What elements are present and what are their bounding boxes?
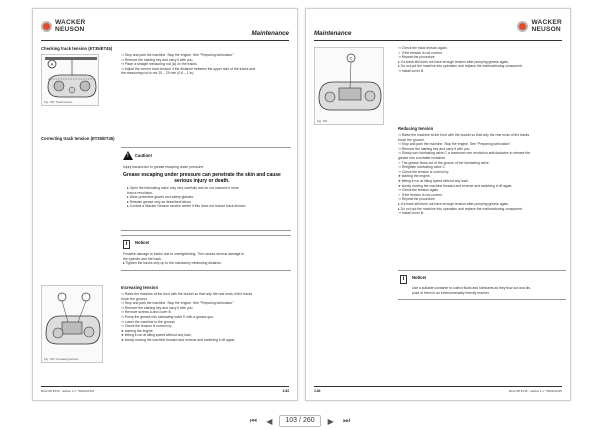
step-text: ⇒ Raise the machine at the front with the bucket so that only the rear ends of the tracks — [121, 292, 253, 296]
step-text: touch the ground. — [121, 296, 148, 301]
step-text: ⇒ Check the tension again. — [398, 188, 440, 193]
step-text: ⇒ Remove the starting key and carry it with you. — [121, 305, 194, 310]
step-text: ⇒ Place a straight measuring rod (A) on the tracks. — [121, 62, 198, 67]
page-left — [32, 8, 298, 401]
increasing-tension-illustration — [42, 286, 104, 364]
reducing-steps — [398, 133, 568, 216]
step-text: ⇒ Check the tension is correct by: — [121, 324, 173, 329]
wacker-neuson-logo — [41, 19, 86, 33]
page-right — [305, 8, 571, 401]
step-text: ▸ Do not put the machine into operation and replace the malfunctioning component. — [398, 206, 523, 211]
last-page-icon[interactable]: ⏭ — [343, 416, 351, 425]
step-text: ➤ letting it run at idling speed without any load, — [121, 333, 192, 338]
step-text: ⇒ Repeat the procedure. — [398, 197, 436, 202]
caution-box — [121, 147, 291, 231]
step-text: ⇒ Remove the starting key and carry it with you. — [121, 57, 194, 62]
step-text: ✓ If the tension is not correct: — [398, 50, 443, 55]
logo-mark-icon — [517, 21, 528, 32]
step-text: ⇒ Adjust the correct track tension if the distance between the upper side of the tracks and — [121, 66, 256, 71]
list-item: ▸ Wear protective gloves and safety glasses. — [127, 195, 195, 200]
wacker-neuson-logo — [517, 19, 562, 33]
figure-caption: Fig. 702: — [317, 119, 328, 123]
step-text: ⇒ Stop and park the machine. Stop the engine. See "Preparing lubrication". — [398, 142, 512, 147]
page-footer — [41, 386, 289, 394]
logo-mark-icon — [41, 21, 52, 32]
svg-text:A: A — [50, 61, 54, 67]
total-pages: 260 — [302, 417, 315, 424]
check-steps — [398, 46, 566, 74]
section-title: Maintenance — [314, 30, 352, 37]
notice-info-icon: i — [123, 240, 130, 249]
page-footer — [314, 386, 562, 394]
page-number: 3-84 — [314, 389, 321, 393]
figure-increasing-tension — [41, 285, 103, 363]
page-header — [314, 19, 562, 41]
heading-checking-track-tension: Checking track tension (ET35/ET45) — [41, 46, 113, 51]
svg-text:C: C — [349, 55, 353, 61]
step-text: ▸ If a track still does not have enough tension after pumping grease again, — [398, 59, 510, 64]
step-text: ⇒ Raise the machine at the front with the bucket so that only the rear ends of the tracks — [398, 133, 530, 137]
footer-document-id: BA ET35 ET45 – Edition 1.1 * 5000010125 — [41, 389, 95, 393]
step-text: ⇒ Install cover B. — [398, 68, 425, 73]
previous-page-icon[interactable]: ◀ — [266, 416, 273, 426]
page-navigation-toolbar — [224, 413, 376, 429]
logo-line2: NEUSON — [55, 26, 85, 33]
step-text: ⇒ Slowly turn lubricating valve C a maximum one revolution anticlockwise to release the — [398, 151, 531, 156]
page-separator: / — [299, 417, 301, 424]
step-text: ⇒ Install cover B. — [398, 211, 425, 216]
logo-line1: WACKER — [55, 19, 86, 26]
caution-title: Caution! — [135, 153, 152, 158]
step-text: touch the ground. — [398, 137, 425, 142]
step-text: ⇒ Pump the grease into lubricating valve E with a grease gun. — [121, 314, 215, 319]
logo-line2: NEUSON — [531, 26, 561, 33]
notice-title: Notice! — [412, 275, 427, 280]
step-text: ✓ If the tension is not correct: — [398, 192, 443, 197]
notice-text: Possible damage to tracks due to overtightening. This causes serious damage to the cylinder and the track. ▸ Tighten the tracks only up to the mandatory measuring distance. — [123, 252, 245, 266]
reducing-tension-illustration — [315, 48, 385, 126]
list-item: than a revolution. — [127, 190, 154, 195]
notice-box-1 — [121, 235, 291, 271]
checking-steps — [121, 53, 291, 76]
figure-track-tension — [41, 54, 99, 106]
step-text: ⇒ Check the track tension again. — [398, 46, 448, 50]
heading-correcting-track-tension: Correcting track tension (ET35/ET45) — [41, 136, 115, 141]
logo-line1: WACKER — [531, 19, 562, 26]
header-rule — [314, 40, 562, 41]
step-text: ⇒ Retighten lubricating valve C. — [398, 165, 446, 170]
caution-list — [127, 186, 246, 209]
step-text: ⇒ Check the tension is correct by: — [398, 169, 450, 174]
step-text: ➤ slowly moving the machine forward and reverse and switching it off again. — [121, 337, 236, 342]
warning-triangle-icon — [123, 151, 133, 160]
step-text: ➤ starting the engine, — [398, 174, 431, 179]
step-text: ⇒ Remove screws A and cover B. — [121, 310, 172, 315]
footer-document-id: BA ET35 ET45 – Edition 1.1 * 5000010125 — [508, 389, 562, 393]
step-text: the measuring rod is not 20 – 25 mm (0.8 – 1 in). — [121, 71, 195, 76]
step-text: ⇒ Remove the starting key and carry it with you. — [398, 146, 471, 151]
first-page-icon[interactable]: ⏮ — [249, 416, 257, 425]
notice-title: Notice! — [135, 240, 150, 245]
notice-info-icon: i — [400, 275, 407, 284]
next-page-icon[interactable]: ▶ — [327, 416, 334, 426]
step-text: ➤ letting it run at idling speed without any load, — [398, 178, 469, 183]
figure-caption: Fig. 700: Track tension — [44, 100, 73, 104]
figure-caption: Fig. 701: Increasing tension — [44, 357, 79, 361]
page-indicator[interactable] — [279, 415, 320, 427]
page-header — [41, 19, 289, 41]
step-text: grease into a suitable container. — [398, 155, 446, 160]
section-title: Maintenance — [251, 30, 289, 37]
header-rule — [41, 40, 289, 41]
heading-reducing-tension: Reducing tension — [398, 126, 434, 131]
step-text: ▸ Do not put the machine into operation and replace the malfunctioning component. — [398, 64, 523, 69]
step-text: ➤ slowly moving the machine forward and reverse and switching it off again. — [398, 183, 513, 188]
step-text: ✓ The grease flows out of the groove of the lubricating valve. — [398, 160, 490, 165]
step-text: ⇒ Stop and park the machine. Stop the engine. See "Preparing lubrication". — [121, 53, 235, 57]
step-text: ➤ starting the engine, — [121, 328, 154, 333]
notice-box-2 — [398, 270, 566, 300]
caution-emphasis: Grease escaping under pressure can penetrate the skin and cause serious injury or death. — [123, 172, 281, 184]
current-page-input[interactable]: 103 — [285, 417, 298, 424]
step-text: ⇒ Lower the machine to the ground. — [121, 319, 176, 324]
step-text: ⇒ Stop and park the machine. Stop the engine. See "Preparing lubrication". — [121, 301, 235, 306]
list-item: ▸ Contact a Wacker Neuson service center if this does not reduce track tension. — [127, 204, 247, 209]
caution-intro: Injury hazard due to grease escaping under pressure! — [123, 165, 204, 169]
notice-text: Use a suitable container to collect fluids and lubricants as they flow out and dis- pose of them in an environmentally friendly manner. — [412, 286, 532, 295]
step-text: ▸ If a track still does not have enough tension after pumping grease again, — [398, 201, 510, 206]
heading-increasing-tension: Increasing tension — [121, 285, 158, 290]
step-text: ⇒ Repeat the procedure. — [398, 55, 436, 60]
increasing-steps — [121, 292, 293, 343]
page-number: 3-83 — [282, 389, 289, 393]
figure-reducing-tension — [314, 47, 384, 125]
list-item: ▸ Open the lubricating valve only very carefully and do not unscrew it more — [127, 186, 239, 190]
list-item: ▸ Release grease only as described below. — [127, 199, 192, 204]
